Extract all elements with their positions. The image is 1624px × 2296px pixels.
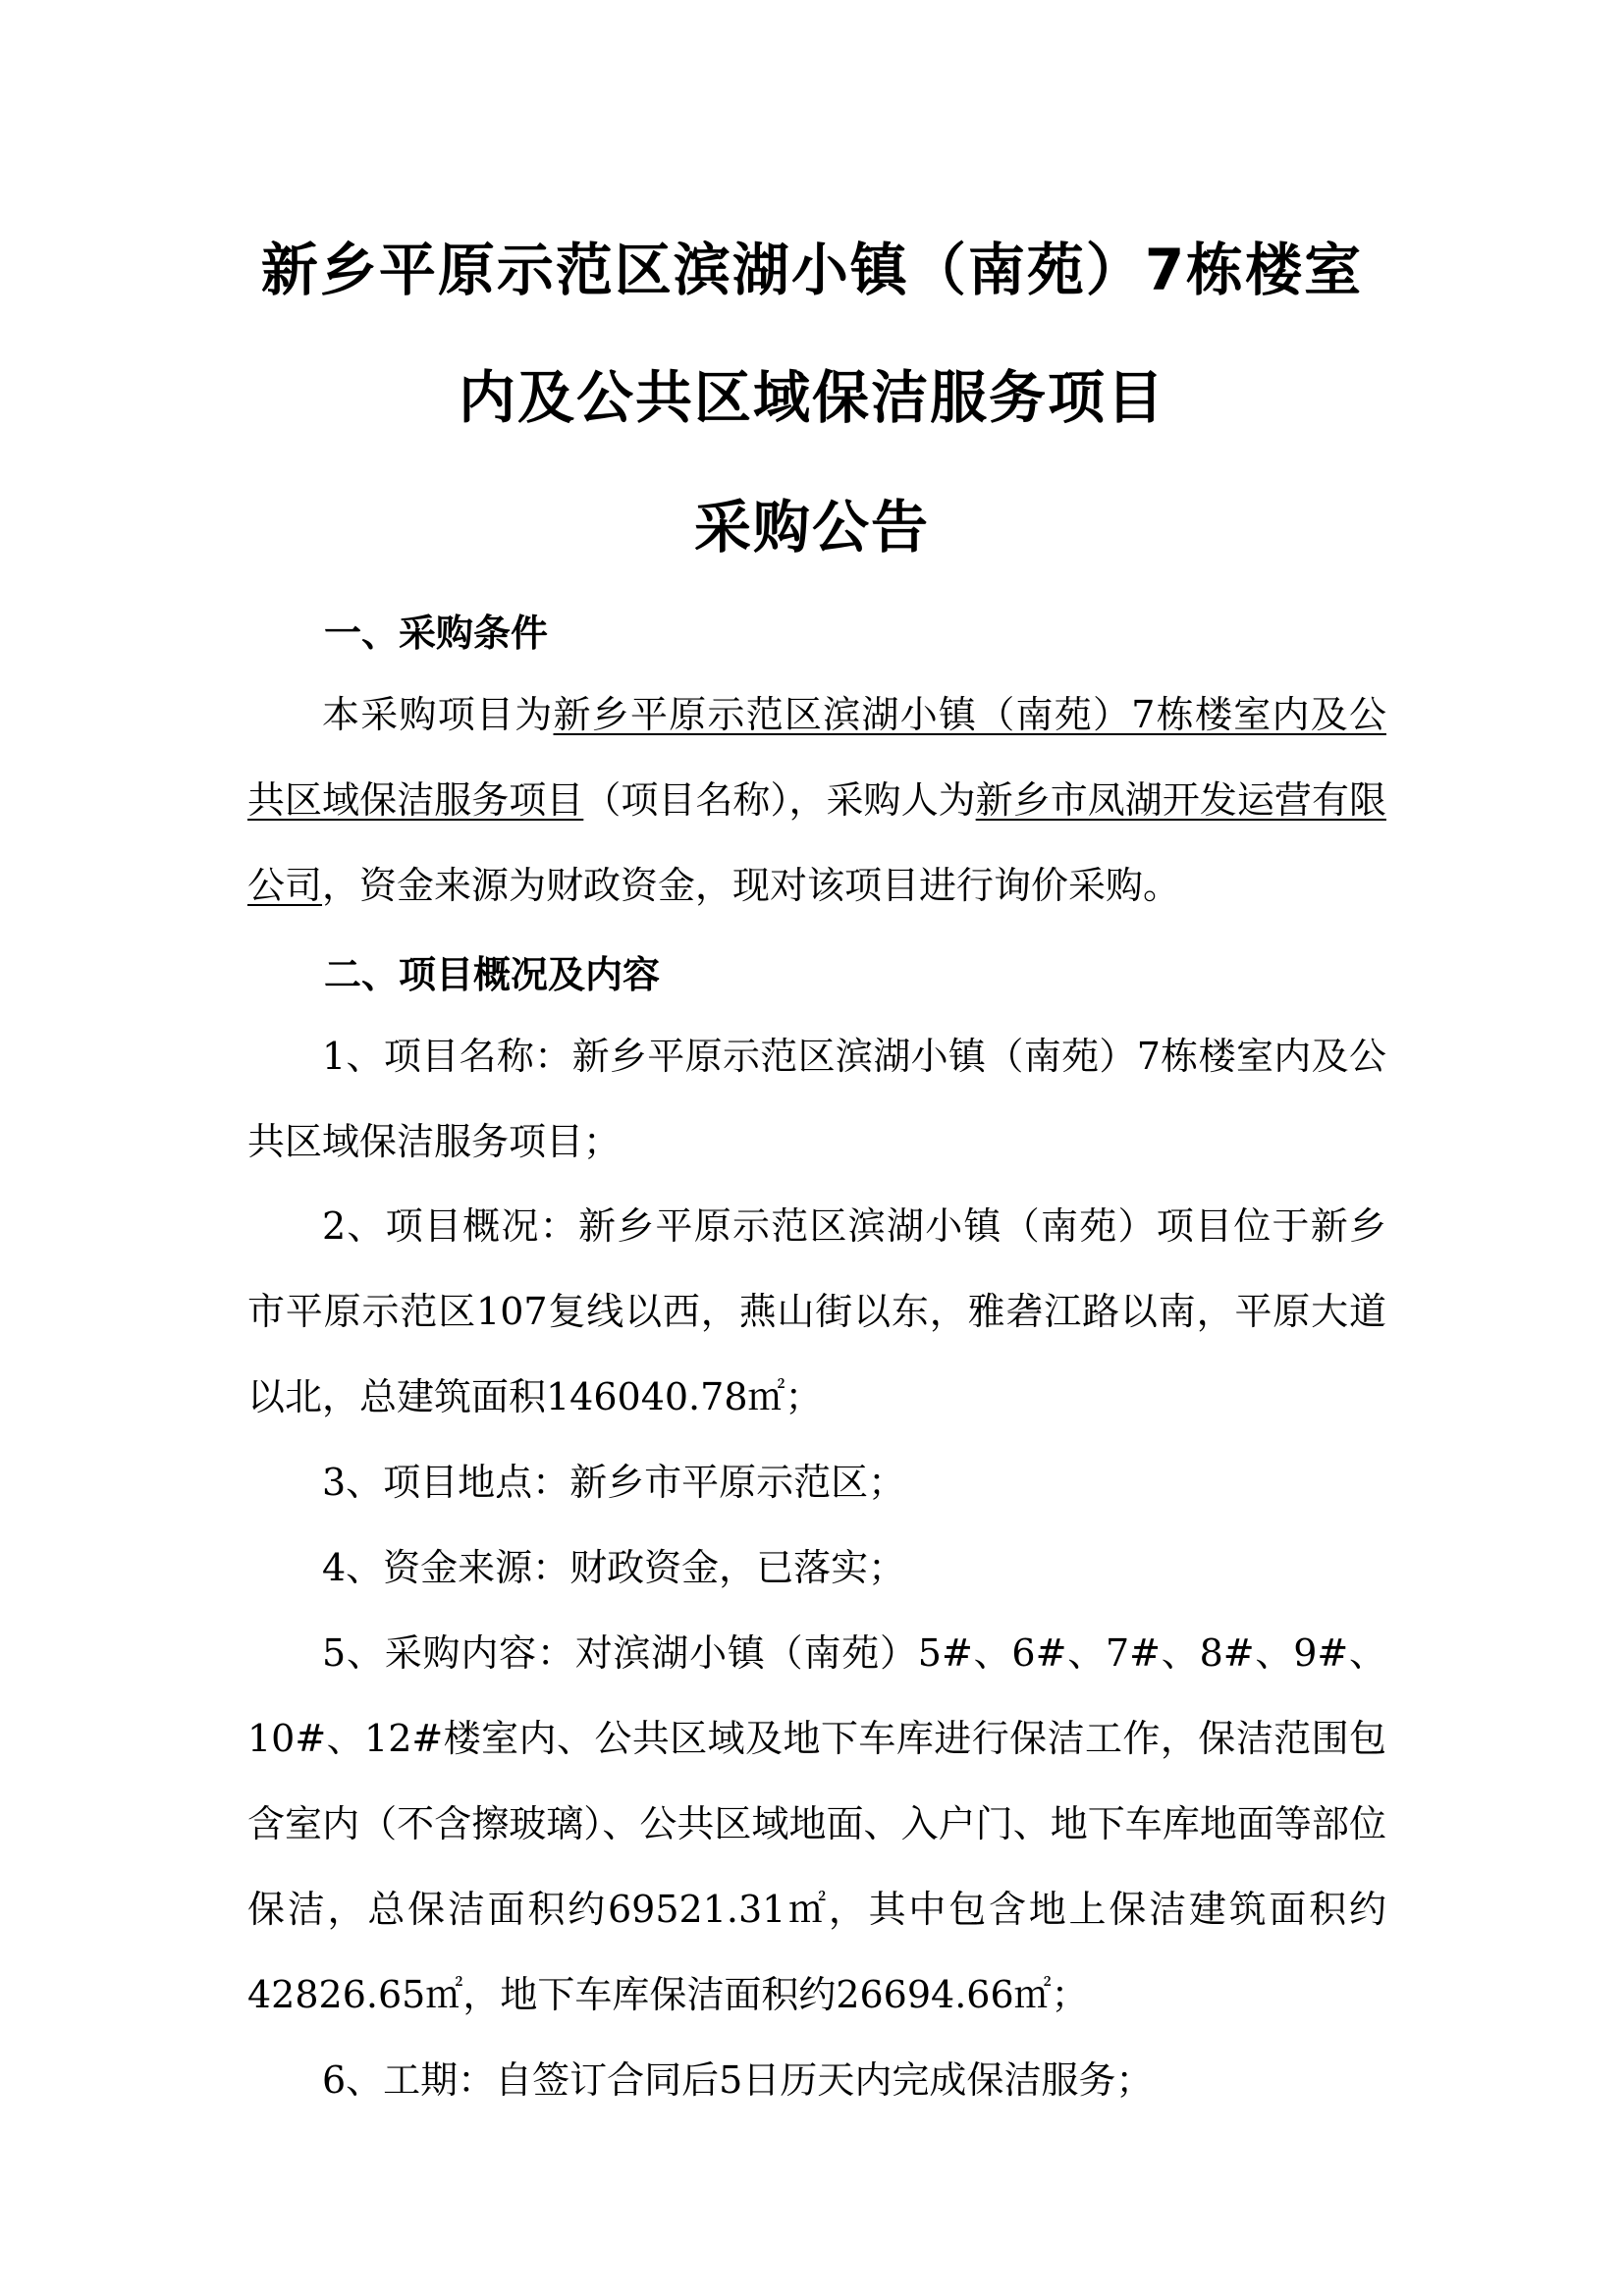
section-1-paragraph [247,672,1386,929]
item-1-project-name: 1、项目名称：新乡平原示范区滨湖小镇（南苑）7栋楼室内及公共区域保洁服务项目； [247,1035,1386,1163]
section-1-text-c: ，资金来源为财政资金，现对该项目进行询价采购。 [322,864,1181,907]
section-1-text-b: （项目名称），采购人为 [583,778,976,822]
item-2-project-overview: 2、项目概况：新乡平原示范区滨湖小镇（南苑）项目位于新乡市平原示范区107复线以西，燕山街以东，雅砻江路以南，平原大道以北，总建筑面积146040.78㎡； [247,1204,1386,1418]
section-2-heading: 二、项目概况及内容 [324,953,661,996]
purchaser-name: 新乡市凤湖开发运营有限公司 [247,778,1386,907]
item-4-funding-source: 4、资金来源：财政资金，已落实； [322,1546,906,1589]
item-6-schedule: 6、工期：自签订合同后5日历天内完成保洁服务； [322,2058,1154,2102]
item-5-procurement-content: 5、采购内容：对滨湖小镇（南苑）5#、6#、7#、8#、9#、10#、12#楼室内、公共区域及地下车库进行保洁工作，保洁范围包含室内（不含擦玻璃）、公共区域地面、入户门、地下车库地面等部位保洁，总保洁面积约69521.31㎡，其中包含地上保洁建筑面积约42826.65㎡，地下车库保洁面积约26694.66㎡； [247,1631,1386,2016]
project-name: 新乡平原示范区滨湖小镇（南苑）7栋楼室内及公共区域保洁服务项目 [247,693,1386,822]
section-1-heading: 一、采购条件 [324,612,549,655]
title-line-1: 新乡平原示范区滨湖小镇（南苑）7栋楼室 [260,237,1364,303]
title-line-2: 内及公共区域保洁服务项目 [458,364,1165,431]
section-1-text-a: 本采购项目为 [322,693,554,736]
title-line-3: 采购公告 [693,494,930,561]
item-3-project-location: 3、项目地点：新乡市平原示范区； [322,1461,906,1504]
